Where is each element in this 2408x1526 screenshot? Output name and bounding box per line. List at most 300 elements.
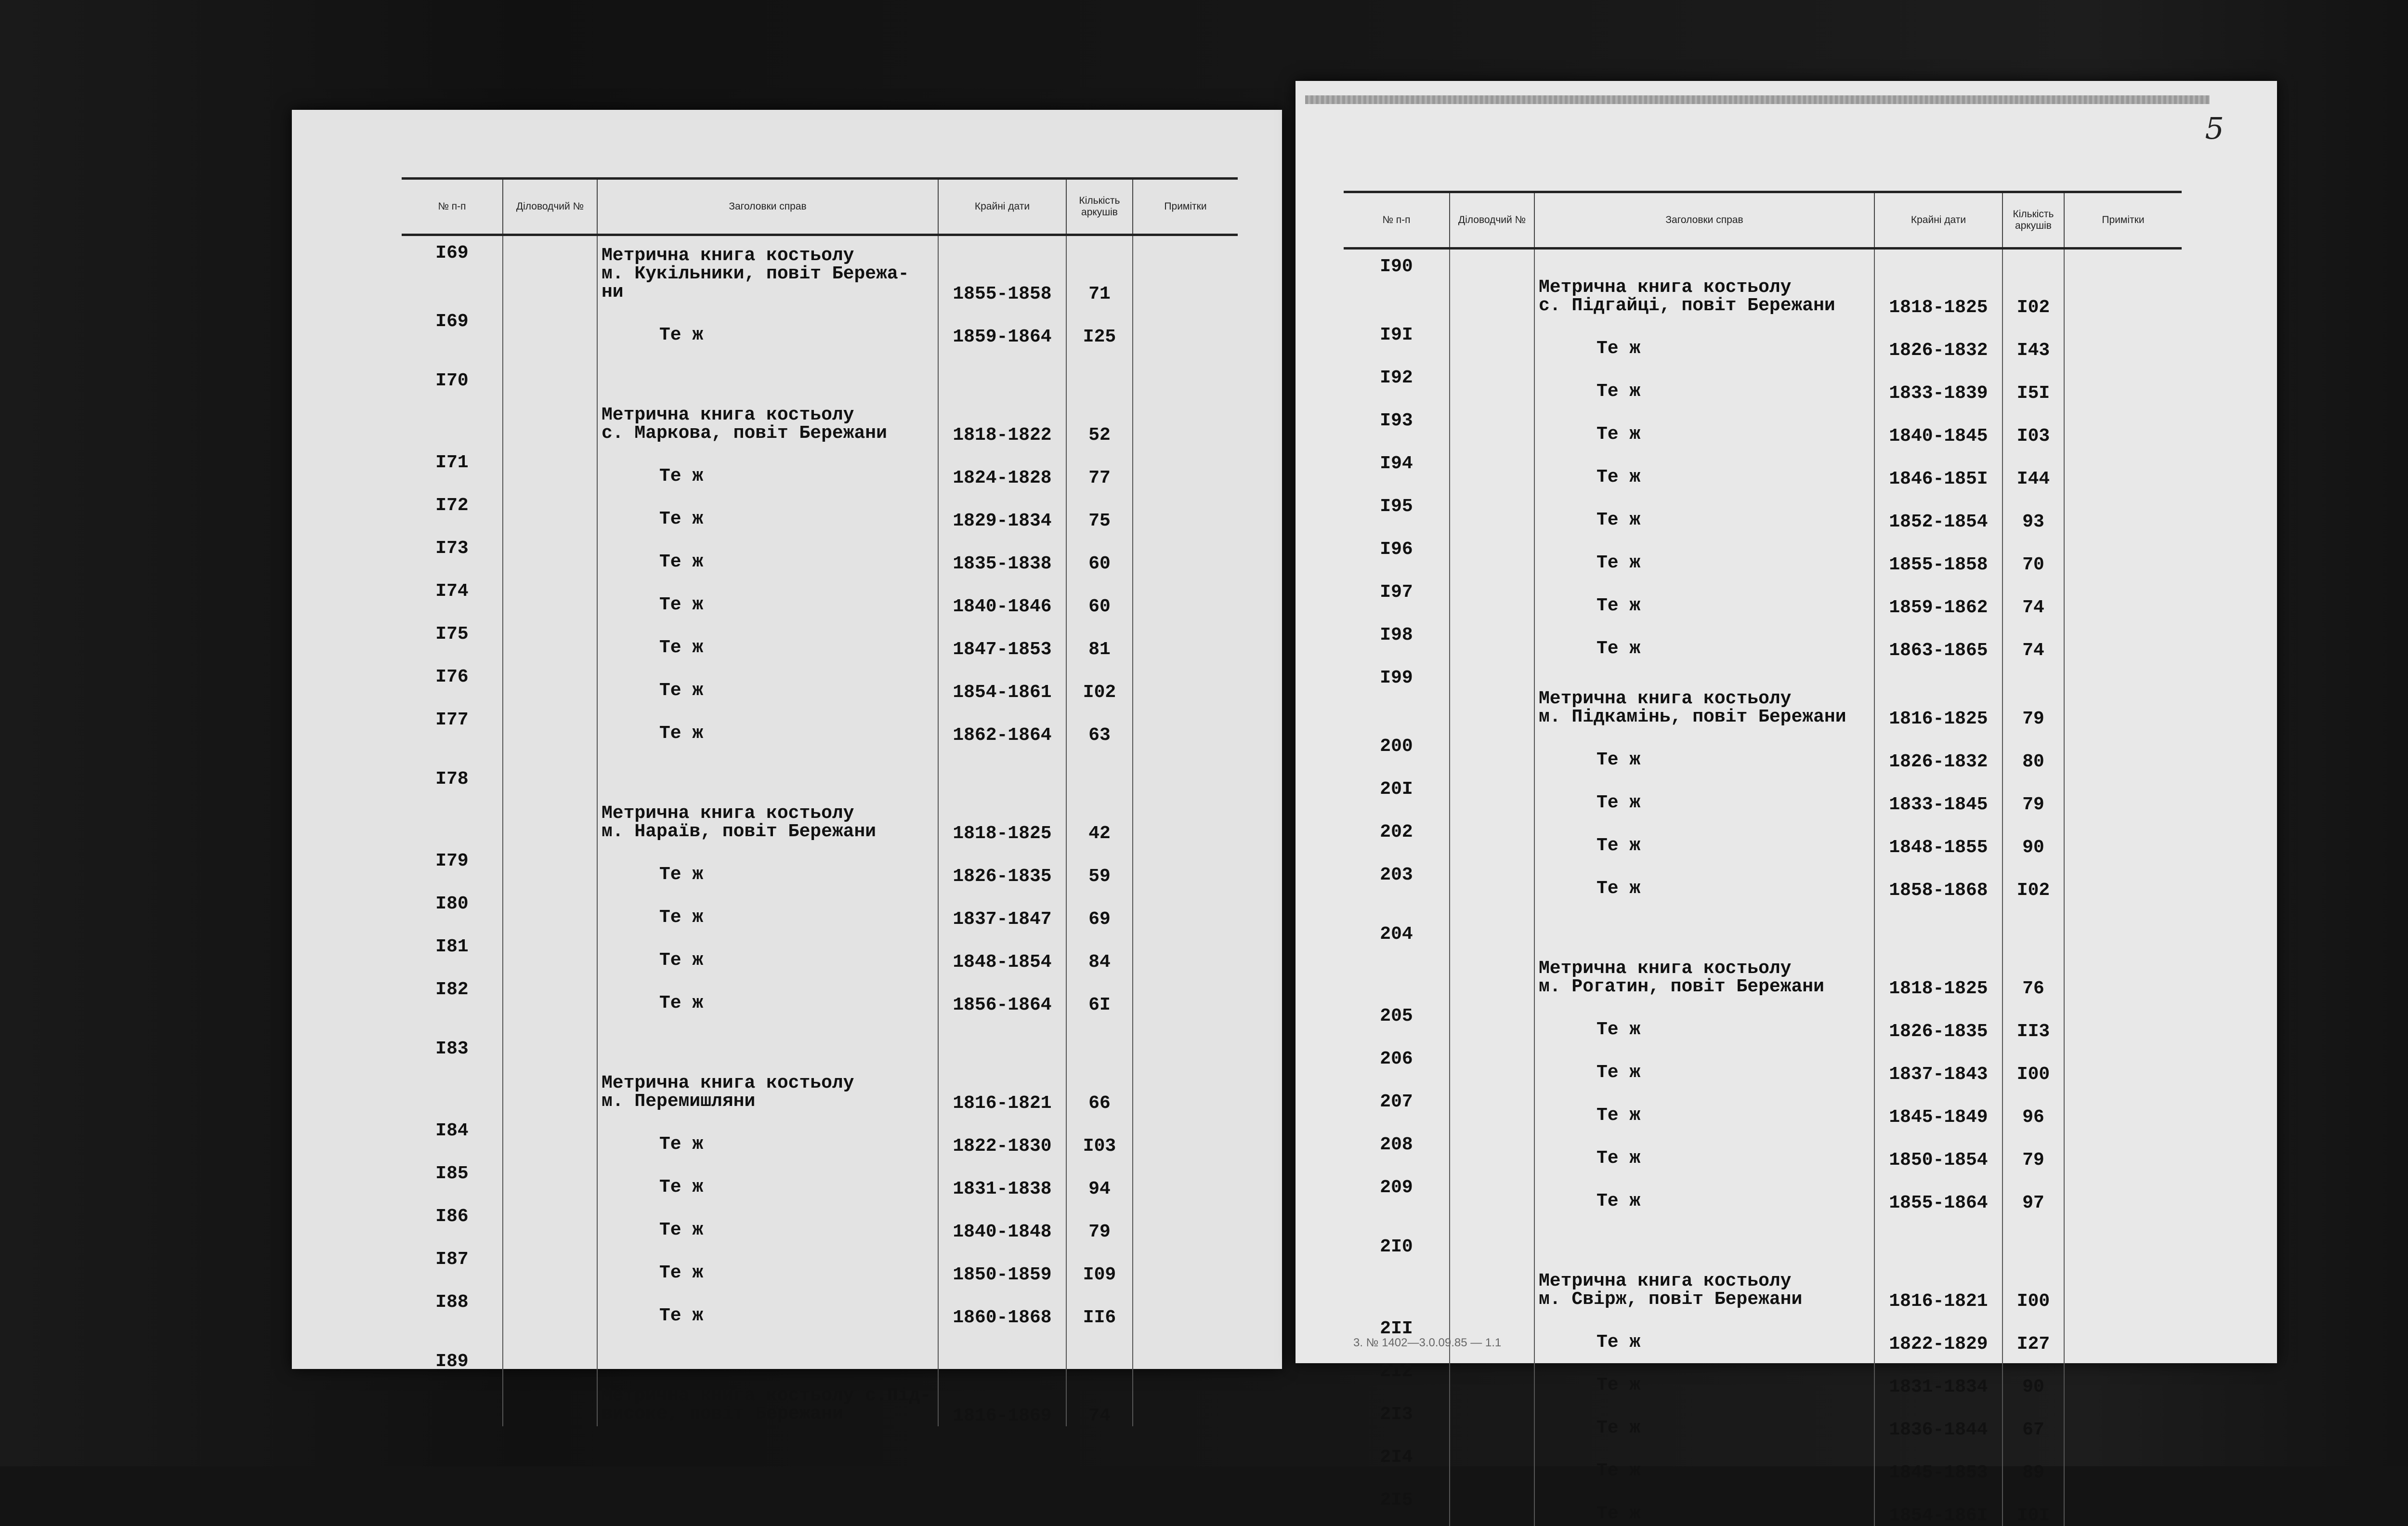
sheet-count: 76 <box>2002 901 2064 999</box>
table-row <box>402 703 1238 746</box>
table-row <box>1344 661 2182 729</box>
case-title-same: Те ж <box>1539 1332 1640 1353</box>
clerk-number <box>1450 1440 1534 1483</box>
case-title-same: Те ж <box>602 1263 703 1283</box>
case-title <box>597 887 938 930</box>
case-number: 203 <box>1344 858 1450 901</box>
table-row <box>402 1157 1238 1199</box>
notes-cell <box>2064 575 2182 618</box>
case-title-same: Те ж <box>602 325 703 345</box>
table-row <box>1344 318 2182 361</box>
notes-cell <box>2064 1042 2182 1085</box>
case-title-same: Те ж <box>1539 1148 1640 1169</box>
table-row <box>402 1199 1238 1242</box>
left-register-table <box>402 177 1238 1426</box>
clerk-number <box>503 1242 597 1285</box>
notes-cell <box>2064 1440 2182 1483</box>
case-number: I98 <box>1344 618 1450 661</box>
table-row <box>1344 729 2182 772</box>
notes-cell <box>1133 1328 1238 1426</box>
sheet-count: 42 <box>1066 746 1133 844</box>
clerk-number <box>503 617 597 660</box>
case-title-same: Те ж <box>1539 381 1640 402</box>
case-title <box>1534 1171 1874 1213</box>
case-number: 206 <box>1344 1042 1450 1085</box>
case-number: I71 <box>402 446 503 488</box>
notes-cell <box>2064 815 2182 858</box>
case-title <box>597 1114 938 1157</box>
sheet-count: 81 <box>1066 617 1133 660</box>
table-row <box>402 930 1238 973</box>
table-header-row <box>1344 192 2182 249</box>
notes-cell <box>1133 531 1238 574</box>
case-title-same: Те ж <box>602 1220 703 1240</box>
sheet-count: 79 <box>2002 661 2064 729</box>
clerk-number <box>503 574 597 617</box>
case-number: 2I2 <box>1344 1355 1450 1397</box>
date-range: 1854-186I <box>1874 1483 2002 1526</box>
date-range: 1824-1828 <box>938 446 1066 488</box>
sheet-count: I00 <box>2002 1213 2064 1312</box>
table-row <box>1344 249 2182 318</box>
case-number: I99 <box>1344 661 1450 729</box>
case-title-same: Те ж <box>1539 424 1640 445</box>
case-title-same: Те ж <box>1539 1062 1640 1083</box>
case-title <box>1534 575 1874 618</box>
page-number-mark: 5 <box>2205 111 2224 146</box>
case-number: 202 <box>1344 815 1450 858</box>
case-title-same: Те ж <box>602 680 703 701</box>
case-number: I82 <box>402 973 503 1015</box>
clerk-number <box>503 1328 597 1426</box>
case-title <box>1534 1397 1874 1440</box>
case-title: Метрична книга костьолу с. Маркова, повіт Бережани <box>597 347 938 446</box>
case-title-same: Те ж <box>602 1134 703 1155</box>
notes-cell <box>2064 999 2182 1042</box>
sheet-count: I03 <box>2002 404 2064 447</box>
case-title-same: Те ж <box>1539 1418 1640 1438</box>
notes-cell <box>1133 1199 1238 1242</box>
case-title <box>1534 318 1874 361</box>
date-range: 1826-1832 <box>1874 318 2002 361</box>
case-title <box>597 531 938 574</box>
date-range: 1837-1843 <box>1874 1042 2002 1085</box>
date-range: 1860-1868 <box>938 1285 1066 1328</box>
sheet-count: 70 <box>2002 532 2064 575</box>
case-number: I9I <box>1344 318 1450 361</box>
table-row <box>1344 901 2182 999</box>
date-range: 1840-1848 <box>938 1199 1066 1242</box>
case-title: Метрична книга костьолу с.Під- високе, повіт Бережани <box>597 1328 938 1426</box>
notes-cell <box>2064 1085 2182 1128</box>
table-row <box>402 617 1238 660</box>
table-row <box>402 844 1238 887</box>
table-row <box>1344 447 2182 489</box>
date-range: 1848-1855 <box>1874 815 2002 858</box>
notes-cell <box>2064 318 2182 361</box>
table-row <box>402 746 1238 844</box>
case-title: Метрична книга костьолу м. Рогатин, повіт Бережани <box>1534 901 1874 999</box>
sheet-count: 84 <box>1066 930 1133 973</box>
table-row <box>1344 999 2182 1042</box>
table-row <box>1344 618 2182 661</box>
clerk-number <box>1450 575 1534 618</box>
case-title <box>597 1199 938 1242</box>
clerk-number <box>503 488 597 531</box>
clerk-number <box>503 1015 597 1114</box>
table-row <box>402 660 1238 703</box>
case-title: Метрична книга костьолу м. Перемишляни <box>597 1015 938 1114</box>
date-range: 1826-1835 <box>1874 999 2002 1042</box>
case-title-same: Те ж <box>602 637 703 658</box>
case-number: I80 <box>402 887 503 930</box>
sheet-count: 97 <box>2002 1171 2064 1213</box>
sheet-count: I25 <box>1066 304 1133 347</box>
case-title: Метрична книга костьолу м. Нараїв, повіт Бережани <box>597 746 938 844</box>
clerk-number <box>503 887 597 930</box>
sheet-count: I27 <box>2002 1312 2064 1355</box>
case-title <box>597 660 938 703</box>
clerk-number <box>1450 1397 1534 1440</box>
case-title <box>597 703 938 746</box>
notes-cell <box>1133 844 1238 887</box>
case-number: 2I4 <box>1344 1440 1450 1483</box>
table-row <box>402 1242 1238 1285</box>
case-number: I70 <box>402 347 503 446</box>
case-title <box>1534 489 1874 532</box>
clerk-number <box>1450 1483 1534 1526</box>
case-title-same: Те ж <box>602 466 703 487</box>
date-range: 1845-1853 <box>1874 1440 2002 1483</box>
sheet-count: I02 <box>1066 660 1133 703</box>
case-title <box>597 1285 938 1328</box>
notes-cell <box>2064 447 2182 489</box>
notes-cell <box>2064 1397 2182 1440</box>
sheet-count: I02 <box>2002 249 2064 318</box>
header-dates: Крайні дати <box>1874 192 2002 249</box>
sheet-count: I03 <box>1066 1114 1133 1157</box>
case-number: 2I5 <box>1344 1483 1450 1526</box>
case-title-same: Те ж <box>1539 1503 1640 1524</box>
table-row <box>402 304 1238 347</box>
case-title <box>1534 999 1874 1042</box>
case-number: I96 <box>1344 532 1450 575</box>
case-number: 2I3 <box>1344 1397 1450 1440</box>
notes-cell <box>2064 858 2182 901</box>
sheet-count: 67 <box>2002 1397 2064 1440</box>
case-title <box>1534 1483 1874 1526</box>
clerk-number <box>1450 858 1534 901</box>
case-number: I84 <box>402 1114 503 1157</box>
case-title-same: Те ж <box>1539 792 1640 813</box>
date-range: 1845-1849 <box>1874 1085 2002 1128</box>
case-number: I83 <box>402 1015 503 1114</box>
date-range: 1856-1864 <box>938 973 1066 1015</box>
case-title <box>1534 1128 1874 1171</box>
left-table-body <box>402 235 1238 1427</box>
sheet-count: 75 <box>1066 488 1133 531</box>
clerk-number <box>1450 361 1534 404</box>
case-title <box>1534 858 1874 901</box>
sheet-count: 66 <box>1066 1015 1133 1114</box>
sheet-count: 69 <box>1066 887 1133 930</box>
notes-cell <box>2064 1355 2182 1397</box>
case-title <box>1534 772 1874 815</box>
clerk-number <box>503 446 597 488</box>
case-number: I95 <box>1344 489 1450 532</box>
table-row <box>402 488 1238 531</box>
date-range: 1826-1832 <box>1874 729 2002 772</box>
table-row <box>402 1114 1238 1157</box>
notes-cell <box>2064 361 2182 404</box>
sheet-count: II6 <box>1066 1285 1133 1328</box>
case-title <box>597 844 938 887</box>
clerk-number <box>503 235 597 305</box>
clerk-number <box>503 930 597 973</box>
header-clerk: Діловодчий № <box>503 179 597 235</box>
notes-cell <box>1133 973 1238 1015</box>
case-number: I72 <box>402 488 503 531</box>
date-range: 1831-1834 <box>1874 1355 2002 1397</box>
case-title-same: Те ж <box>1539 1019 1640 1040</box>
right-page <box>1296 81 2277 1363</box>
case-title <box>1534 404 1874 447</box>
notes-cell <box>1133 1157 1238 1199</box>
sheet-count: 79 <box>2002 772 2064 815</box>
case-number: I89 <box>402 1328 503 1426</box>
case-number: I75 <box>402 617 503 660</box>
case-title: Метрична книга костьолу с. Підгайці, повіт Бережани <box>1534 249 1874 318</box>
sheet-count: I00 <box>2002 1042 2064 1085</box>
case-title <box>1534 729 1874 772</box>
sheet-count: I43 <box>2002 318 2064 361</box>
sheet-count: I5I <box>2002 361 2064 404</box>
case-title <box>597 304 938 347</box>
case-title <box>597 1157 938 1199</box>
case-title-same: Те ж <box>602 594 703 615</box>
clerk-number <box>1450 1128 1534 1171</box>
notes-cell <box>1133 660 1238 703</box>
case-number: I76 <box>402 660 503 703</box>
case-title <box>597 574 938 617</box>
sheet-count: 96 <box>2002 1085 2064 1128</box>
sheet-count: 74 <box>2002 575 2064 618</box>
date-range: 1816-1821 <box>1874 1213 2002 1312</box>
date-range: 1831-1838 <box>938 1157 1066 1199</box>
notes-cell <box>2064 772 2182 815</box>
notes-cell <box>1133 887 1238 930</box>
notes-cell <box>1133 235 1238 305</box>
date-range: 1859-1862 <box>1874 575 2002 618</box>
notes-cell <box>2064 901 2182 999</box>
clerk-number <box>1450 772 1534 815</box>
notes-cell <box>1133 347 1238 446</box>
case-number: 2II <box>1344 1312 1450 1355</box>
case-number: 204 <box>1344 901 1450 999</box>
date-range: 1836-1844 <box>1874 1397 2002 1440</box>
notes-cell <box>1133 1015 1238 1114</box>
case-title-same: Те ж <box>1539 835 1640 856</box>
case-title <box>1534 447 1874 489</box>
sheet-count: I02 <box>2002 858 2064 901</box>
case-title: Метрична книга костьолу м. Свірж, повіт Бережани <box>1534 1213 1874 1312</box>
sheet-count: 79 <box>2002 1128 2064 1171</box>
case-title-same: Те ж <box>1539 338 1640 359</box>
clerk-number <box>503 1157 597 1199</box>
case-number: 207 <box>1344 1085 1450 1128</box>
clerk-number <box>1450 532 1534 575</box>
date-range: 1822-1829 <box>1874 1312 2002 1355</box>
table-row <box>402 574 1238 617</box>
date-range: 1818-1825 <box>1874 901 2002 999</box>
case-title-same: Те ж <box>602 552 703 572</box>
header-num: № п-п <box>1344 192 1450 249</box>
clerk-number <box>1450 1171 1534 1213</box>
clerk-number <box>1450 1042 1534 1085</box>
left-page <box>292 110 1282 1369</box>
clerk-number <box>1450 249 1534 318</box>
case-title <box>1534 361 1874 404</box>
notes-cell <box>2064 1312 2182 1355</box>
date-range: 1835-1838 <box>938 531 1066 574</box>
date-range: 1850-1854 <box>1874 1128 2002 1171</box>
table-row <box>402 235 1238 305</box>
case-number: I93 <box>1344 404 1450 447</box>
right-table-body <box>1344 249 2182 1526</box>
table-row <box>1344 1171 2182 1213</box>
header-notes: Примітки <box>2064 192 2182 249</box>
case-title <box>1534 618 1874 661</box>
case-title <box>1534 1440 1874 1483</box>
notes-cell <box>1133 1114 1238 1157</box>
clerk-number <box>1450 815 1534 858</box>
notes-cell <box>1133 746 1238 844</box>
sheet-count: I44 <box>2002 447 2064 489</box>
date-range: 1818-1825 <box>1874 249 2002 318</box>
case-title: Метрична книга костьолу м. Кукільники, повіт Бережа- ни <box>597 235 938 305</box>
date-range: 1816-1825 <box>1874 661 2002 729</box>
table-row <box>1344 772 2182 815</box>
sheet-count: 60 <box>1066 574 1133 617</box>
date-range: 1855-1858 <box>938 235 1066 305</box>
notes-cell <box>1133 930 1238 973</box>
date-range: 1859-1864 <box>938 304 1066 347</box>
sheet-count: 79 <box>1066 1199 1133 1242</box>
notes-cell <box>2064 1213 2182 1312</box>
clerk-number <box>503 531 597 574</box>
notes-cell <box>2064 1483 2182 1526</box>
case-title-same: Те ж <box>1539 553 1640 573</box>
clerk-number <box>503 844 597 887</box>
notes-cell <box>2064 489 2182 532</box>
case-number: I69 <box>402 235 503 305</box>
table-row <box>1344 489 2182 532</box>
case-title-same: Те ж <box>1539 638 1640 659</box>
clerk-number <box>1450 489 1534 532</box>
table-row <box>402 446 1238 488</box>
clerk-number <box>1450 999 1534 1042</box>
header-dates: Крайні дати <box>938 179 1066 235</box>
date-range: 1855-1858 <box>1874 532 2002 575</box>
table-row <box>402 531 1238 574</box>
sheet-count: 94 <box>1066 1157 1133 1199</box>
case-number: 200 <box>1344 729 1450 772</box>
header-title: Заголовки справ <box>597 179 938 235</box>
date-range: 1833-1839 <box>1874 361 2002 404</box>
sheet-count: 80 <box>2002 729 2064 772</box>
table-row <box>402 1328 1238 1426</box>
date-range: 1816-1821 <box>938 1015 1066 1114</box>
case-title-same: Те ж <box>1539 1375 1640 1395</box>
table-row <box>1344 1042 2182 1085</box>
clerk-number <box>1450 901 1534 999</box>
case-title-same: Те ж <box>602 907 703 928</box>
clerk-number <box>1450 729 1534 772</box>
date-range: 1850-1859 <box>938 1242 1066 1285</box>
date-range: 1862-1864 <box>938 703 1066 746</box>
notes-cell <box>1133 1242 1238 1285</box>
table-row <box>1344 1128 2182 1171</box>
header-clerk: Діловодчий № <box>1450 192 1534 249</box>
case-number: I79 <box>402 844 503 887</box>
case-title <box>1534 1312 1874 1355</box>
date-range: 1852-1854 <box>1874 489 2002 532</box>
case-title-same: Те ж <box>602 509 703 529</box>
case-title-same: Те ж <box>602 723 703 744</box>
case-title <box>597 446 938 488</box>
case-title-same: Те ж <box>1539 467 1640 487</box>
clerk-number <box>1450 318 1534 361</box>
clerk-number <box>1450 661 1534 729</box>
sheet-count: 60 <box>1066 531 1133 574</box>
notes-cell <box>2064 729 2182 772</box>
sheet-count: 74 <box>2002 618 2064 661</box>
clerk-number <box>1450 618 1534 661</box>
clerk-number <box>503 1285 597 1328</box>
case-title <box>597 930 938 973</box>
case-title-same: Те ж <box>1539 595 1640 616</box>
sheet-count: 90 <box>2002 815 2064 858</box>
notes-cell <box>1133 703 1238 746</box>
sheet-count: 90 <box>2002 1355 2064 1397</box>
table-row <box>402 1285 1238 1328</box>
case-number: I88 <box>402 1285 503 1328</box>
date-range: 1818-1825 <box>938 746 1066 844</box>
sheet-count: 89 <box>2002 1440 2064 1483</box>
case-title-same: Те ж <box>1539 750 1640 770</box>
table-row <box>1344 1440 2182 1483</box>
sheet-count: 71 <box>1066 235 1133 305</box>
clerk-number <box>1450 447 1534 489</box>
case-number: I78 <box>402 746 503 844</box>
case-title-same: Те ж <box>602 1305 703 1326</box>
header-sheets: Кількість аркушів <box>2002 192 2064 249</box>
case-number: 205 <box>1344 999 1450 1042</box>
case-title <box>597 488 938 531</box>
table-row <box>402 973 1238 1015</box>
date-range: 1855-1864 <box>1874 1171 2002 1213</box>
case-number: I86 <box>402 1199 503 1242</box>
case-number: 20I <box>1344 772 1450 815</box>
date-range: 1837-1847 <box>938 887 1066 930</box>
case-title: Метрична книга костьолу м. Підкамінь, повіт Бережани <box>1534 661 1874 729</box>
case-title <box>1534 815 1874 858</box>
date-range: 1816-1869 <box>938 1328 1066 1426</box>
clerk-number <box>503 703 597 746</box>
clerk-number <box>503 660 597 703</box>
sheet-count: I09 <box>1066 1242 1133 1285</box>
table-row <box>402 347 1238 446</box>
